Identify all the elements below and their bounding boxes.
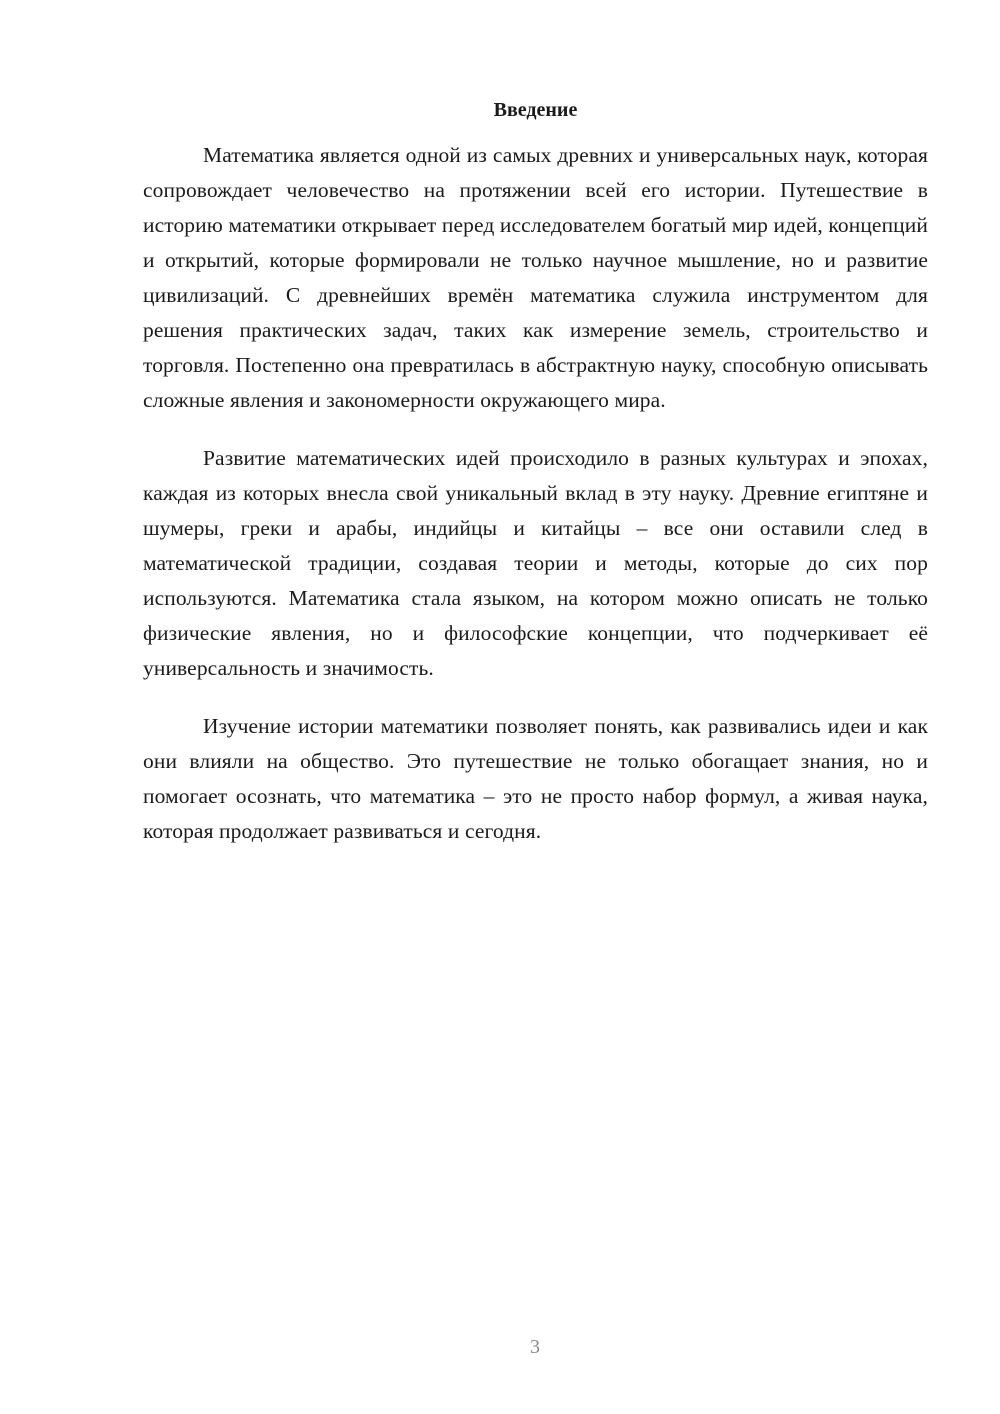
page-number: 3 <box>530 1336 540 1358</box>
paragraph-3: Изучение истории математики позволяет понять, как развивались идеи и как они влияли на общество. Это путешествие не только обогащает знания, но и помогает осознать, что математика – это не просто набор формул, а живая наука, которая продолжает развиваться и сегодня. <box>143 714 928 843</box>
section-heading: Введение <box>493 99 578 121</box>
paragraph-1: Математика является одной из самых древних и универсальных наук, которая сопровождает человечество на протяжении всей его истории. Путешествие в историю математики открывает перед исследователем богатый мир идей, концепций и открытий, которые формировали не только научное мышление, но и развитие цивилизаций. С древнейших времён математика служила инструментом для решения практических задач, таких как измерение земель, строительство и торговля. Постепенно она превратилась в абстрактную науку, способную описывать сложные явления и закономерности окружающего мира. <box>143 143 928 412</box>
page-content <box>143 96 928 872</box>
paragraph-2: Развитие математических идей происходило в разных культурах и эпохах, каждая из которых внесла свой уникальный вклад в эту науку. Древние египтяне и шумеры, греки и арабы, индийцы и китайцы – все они оставили след в математической традиции, создавая теории и методы, которые до сих пор используются. Математика стала языком, на котором можно описать не только физические явления, но и философские концепции, что подчеркивает её универсальность и значимость. <box>143 446 928 680</box>
